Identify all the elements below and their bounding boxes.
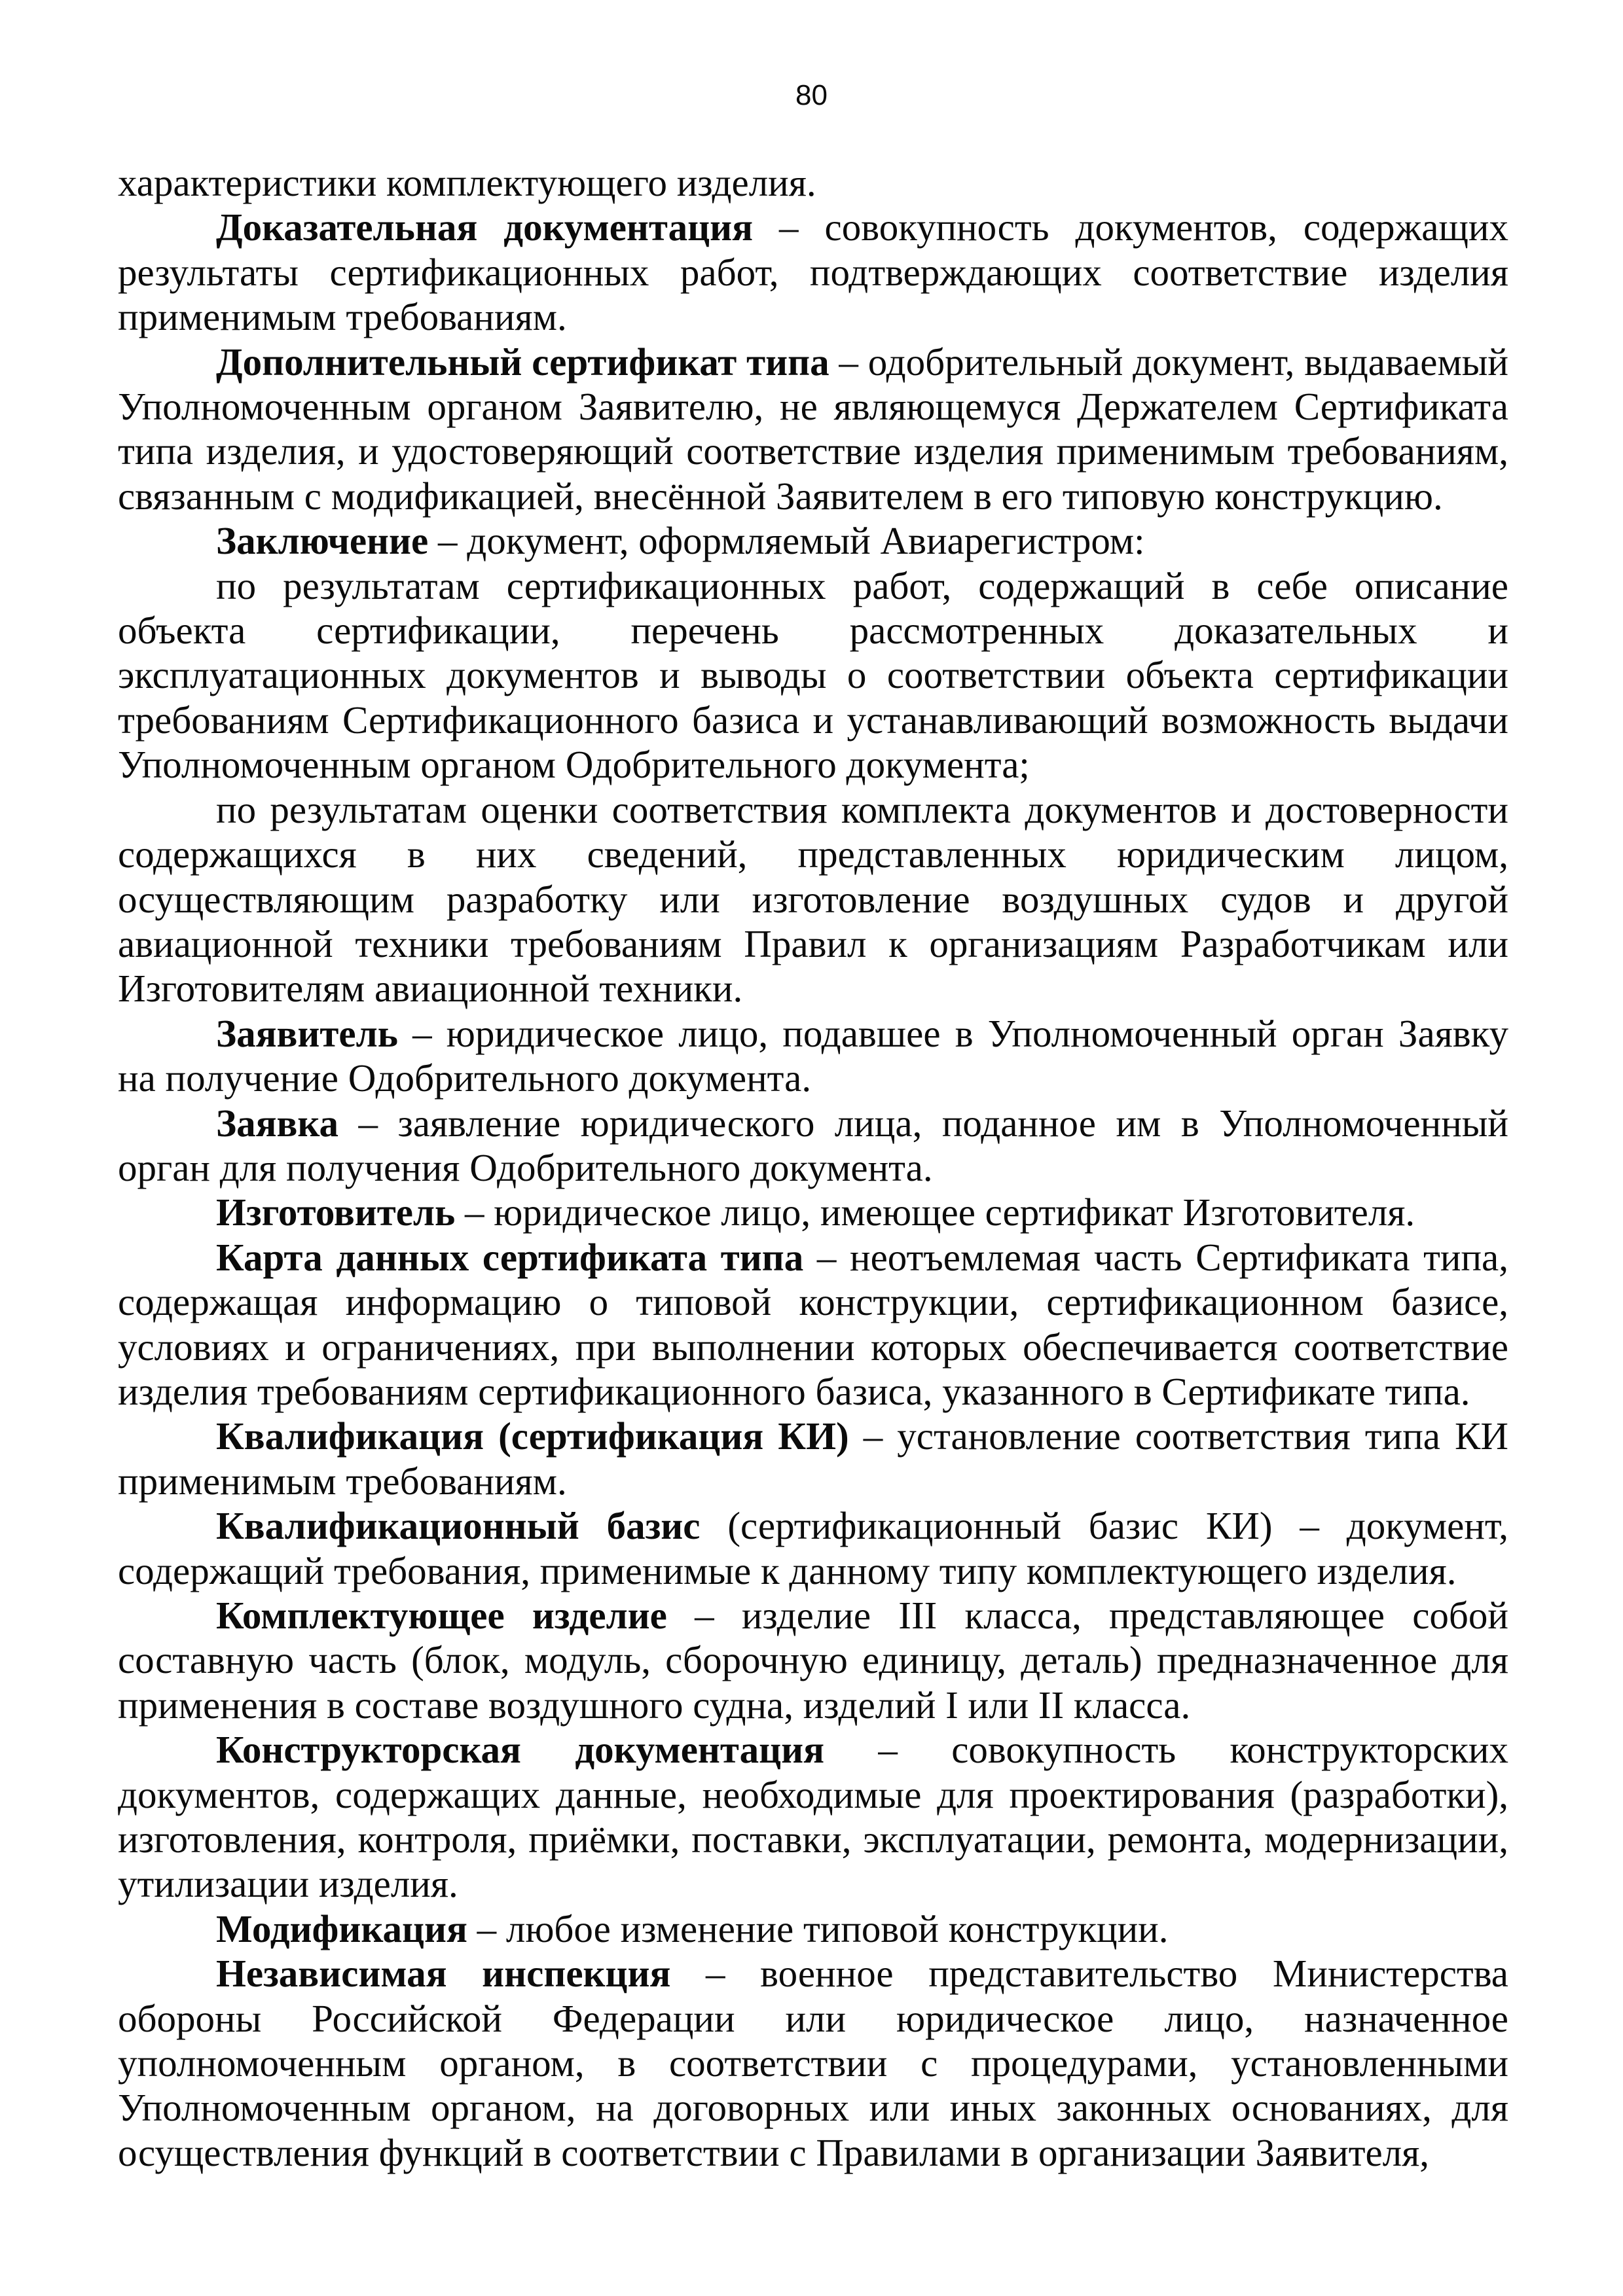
definition-text: – совокупность конструкторских документов, содержащих данные, необходимые для проектирования (разработки), изготовления, контроля, приёмки, поставки, эксплуатации, ремонта, модернизации, утилизации изделия. [118,1728,1508,1906]
definition-text: – документ, оформляемый Авиарегистром: [428,519,1145,563]
paragraph-text: характеристики комплектующего изделия. [118,161,816,204]
definition-paragraph [118,1951,1508,2175]
definition-text: – одобрительный документ, выдаваемый Уполномоченным органом Заявителю, не являющемуся Держателем Сертификата типа изделия, и удостоверяющий соответствие изделия применимым требованиям, связанным с модификацией, внесённой Заявителем в его типовую конструкцию. [118,340,1508,518]
definition-term: Заявитель [216,1011,398,1055]
definition-paragraph [118,340,1508,519]
definition-text: – военное представительство Министерства обороны Российской Федерации или юридическое лицо, назначенное уполномоченным органом, в соответствии с процедурами, установленными Уполномоченным органом, на договорных или иных законных основаниях, для осуществления функций в соответствии с Правилами в организации Заявителя, [118,1952,1508,2174]
definition-text: (сертификационный базис КИ) – документ, содержащий требования, применимые к данному типу комплектующего изделия. [118,1504,1508,1592]
definition-paragraph [118,518,1508,563]
definition-text: – изделие III класса, представляющее собой составную часть (блок, модуль, сборочную единицу, деталь) предназначенное для применения в составе воздушного судна, изделий I или II класса. [118,1594,1508,1727]
definition-term: Карта данных сертификата типа [216,1235,804,1279]
definition-text: – неотъемлемая часть Сертификата типа, содержащая информацию о типовой конструкции, сертификационном базисе, условиях и ограничениях, при выполнении которых обеспечивается соответствие изделия требованиям сертификационного базиса, указанного в Сертификате типа. [118,1235,1508,1413]
definition-text: – совокупность документов, содержащих результаты сертификационных работ, подтверждающих соответствие изделия применимым требованиям. [118,206,1508,339]
definition-paragraph [118,1101,1508,1191]
definition-paragraph [118,1727,1508,1907]
definition-term: Изготовитель [216,1191,456,1234]
definition-paragraph [118,1414,1508,1503]
definition-paragraph [118,1593,1508,1727]
paragraph-continuation [118,160,1508,205]
definition-text: – установление соответствия типа КИ применимым требованиям. [118,1414,1508,1503]
definition-paragraph [118,1907,1508,1951]
definition-paragraph [118,1011,1508,1101]
page-number: 80 [795,79,828,111]
definition-text: – заявление юридического лица, поданное им в Уполномоченный орган для получения Одобрительного документа. [118,1101,1508,1189]
definition-text: – юридическое лицо, подавшее в Уполномоченный орган Заявку на получение Одобрительного документа. [118,1011,1508,1100]
definition-term: Комплектующее изделие [216,1594,667,1637]
definition-subparagraph [118,787,1508,1011]
document-body [118,160,1508,2175]
definition-term: Заявка [216,1101,339,1145]
definition-term: Дополнительный сертификат типа [216,340,830,384]
definition-paragraph [118,1190,1508,1234]
definition-paragraph [118,1503,1508,1593]
definition-paragraph [118,205,1508,339]
definition-text: – юридическое лицо, имеющее сертификат Изготовителя. [455,1191,1415,1234]
definition-term: Доказательная документация [216,206,753,249]
definition-term: Заключение [216,519,429,563]
definition-term: Независимая инспекция [216,1952,671,1996]
definition-paragraph [118,1235,1508,1414]
definition-term: Квалификационный базис [216,1504,701,1548]
definition-term: Квалификация (сертификация КИ) [216,1414,849,1458]
paragraph-text: по результатам оценки соответствия комплекта документов и достоверности содержащихся в них сведений, представленных юридическим лицом, осуществляющим разработку или изготовление воздушных судов и другой авиационной техники требованиям Правил к организациям Разработчикам или Изготовителям авиационной техники. [118,787,1508,1011]
definition-text: – любое изменение типовой конструкции. [467,1907,1169,1950]
definition-term: Конструкторская документация [216,1728,825,1772]
definition-term: Модификация [216,1907,467,1950]
definition-subparagraph [118,564,1508,787]
paragraph-text: по результатам сертификационных работ, содержащий в себе описание объекта сертификации, перечень рассмотренных доказательных и эксплуатационных документов и выводы о соответствии объекта сертификации требованиям Сертификационного базиса и устанавливающий возможность выдачи Уполномоченным органом Одобрительного документа; [118,564,1508,787]
